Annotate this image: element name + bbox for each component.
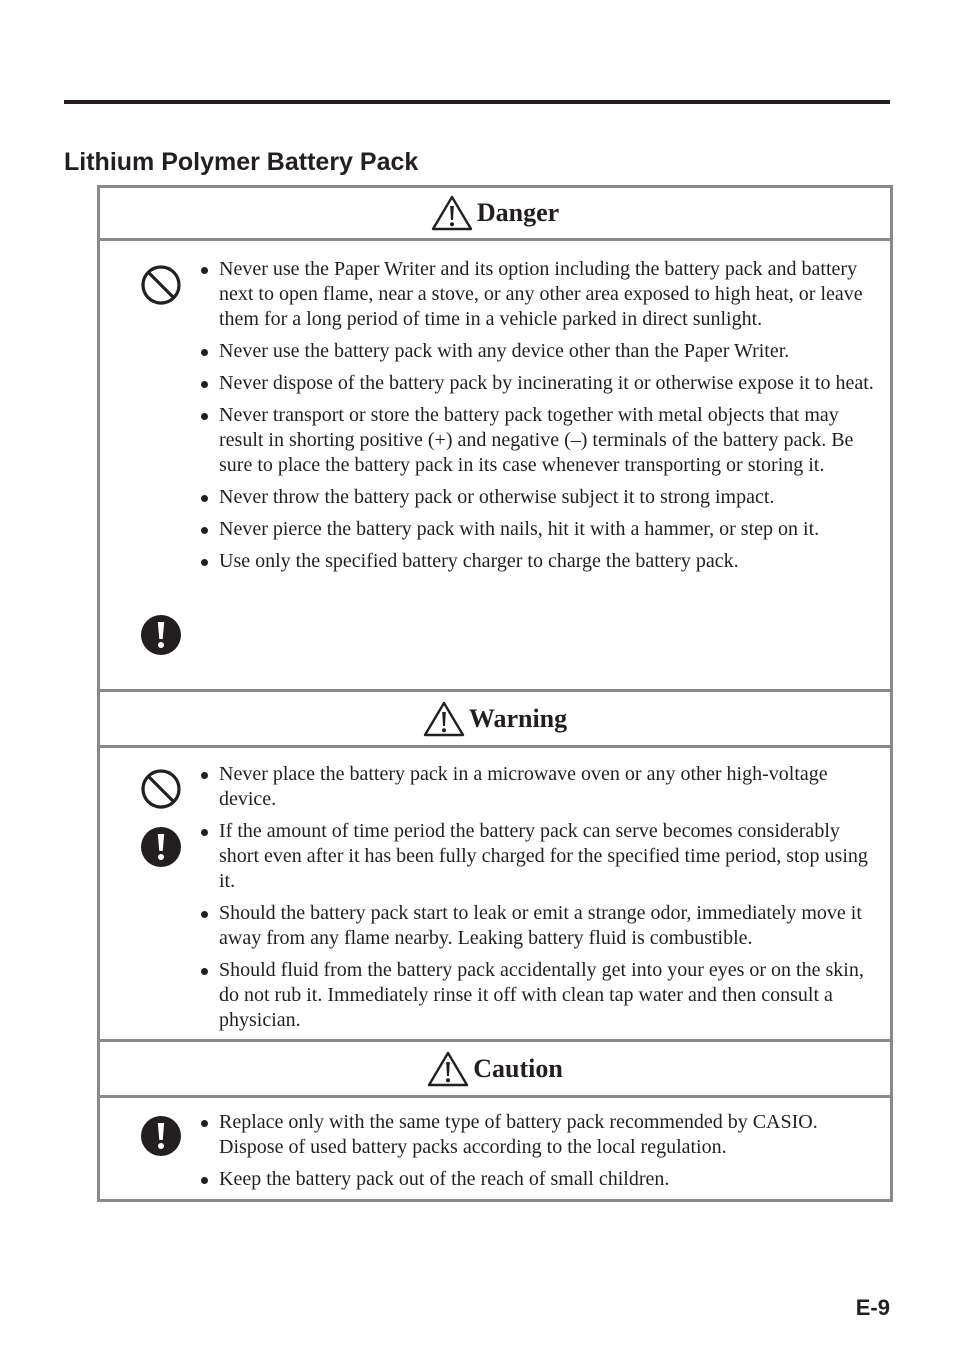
top-rule <box>64 100 890 104</box>
list-item: Should fluid from the battery pack accidentally get into your eyes or on the skin, do not rub it. Immediately rinse it off with clean tap water and then consult a physician. <box>199 958 876 1033</box>
warning-heading: Warning <box>468 703 568 733</box>
list-item: Should the battery pack start to leak or emit a strange odor, immediately move it away from any flame nearby. Leaking battery fluid is combustible. <box>199 901 876 951</box>
list-item: If the amount of time period the battery pack can serve becomes considerably short even after it has been fully charged for the specified time period, stop using it. <box>199 819 876 894</box>
danger-heading: Danger <box>476 198 560 227</box>
warning-triangle-icon <box>431 195 473 231</box>
prohibition-icon <box>140 768 182 810</box>
list-item: Keep the battery pack out of the reach of small children. <box>199 1167 876 1192</box>
page-number: E-9 <box>855 1295 890 1320</box>
danger-body <box>100 241 890 689</box>
list-item: Replace only with the same type of battery pack recommended by CASIO. Dispose of used battery packs according to the local regulation. <box>199 1110 876 1160</box>
warning-body <box>100 748 890 1039</box>
prohibition-icon <box>140 264 182 306</box>
caution-heading: Caution <box>473 1053 563 1083</box>
list-item: Never dispose of the battery pack by incinerating it or otherwise expose it to heat. <box>199 371 876 396</box>
list-item: Never place the battery pack in a microwave oven or any other high-voltage device. <box>199 762 876 812</box>
list-item: Never throw the battery pack or otherwise subject it to strong impact. <box>199 485 876 510</box>
list-item: Never pierce the battery pack with nails, hit it with a hammer, or step on it. <box>199 517 876 542</box>
warning-list <box>199 762 876 1040</box>
caution-body <box>100 1098 890 1199</box>
list-item: Never transport or store the battery pack together with metal objects that may result in shorting positive (+) and negative (–) terminals of the battery pack. Be sure to place the battery pack in its case whenever transporting or storing it. <box>199 403 876 478</box>
danger-list <box>199 257 876 581</box>
list-item: Never use the Paper Writer and its option including the battery pack and battery next to open flame, near a stove, or any other area exposed to high heat, or leave them for a long period of time in a vehicle parked in direct sunlight. <box>199 257 876 332</box>
warning-triangle-icon <box>423 701 465 737</box>
mandatory-action-icon <box>140 1115 182 1157</box>
warning-triangle-icon <box>427 1051 469 1087</box>
warning-header <box>100 689 890 748</box>
list-item: Use only the specified battery charger to charge the battery pack. <box>199 549 876 574</box>
section-title: Lithium Polymer Battery Pack <box>64 148 419 176</box>
caution-header <box>100 1039 890 1098</box>
list-item: Never use the battery pack with any device other than the Paper Writer. <box>199 339 876 364</box>
safety-table <box>97 185 893 1202</box>
mandatory-action-icon <box>140 826 182 868</box>
mandatory-action-icon <box>140 614 182 656</box>
danger-header <box>100 188 890 241</box>
caution-list <box>199 1110 876 1199</box>
